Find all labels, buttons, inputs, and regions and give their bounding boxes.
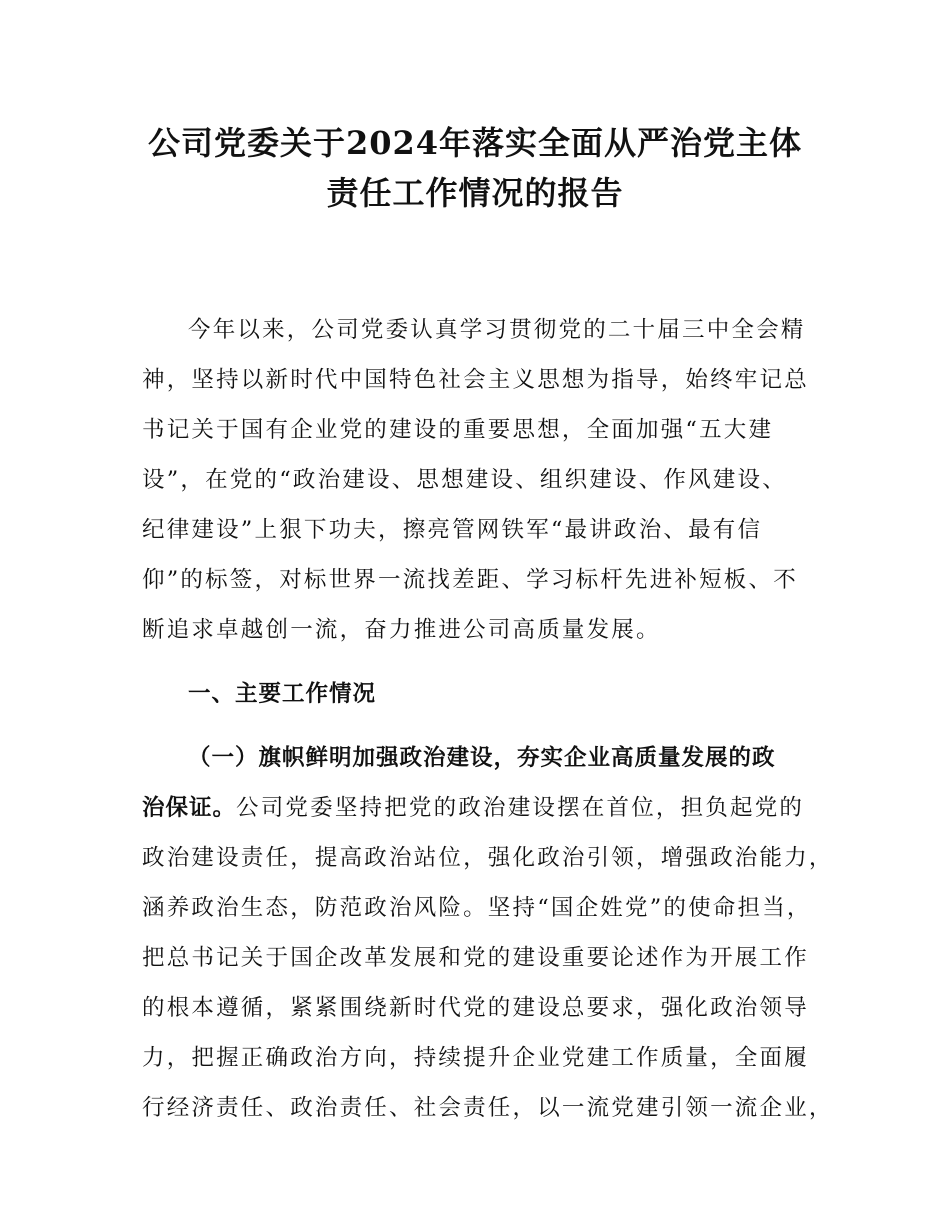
intro-line-3: 书记关于国有企业党的建设的重要思想，全面加强“五大建 [142,417,774,443]
intro-line-1: 今年以来，公司党委认真学习贯彻党的二十届三中全会精 [188,317,806,343]
section-heading-1: 一、主要工作情况 [188,681,377,707]
body-line-1-text: 公司党委坚持把党的政治建设摆在首位，担负起党的 [236,795,805,821]
intro-line-7: 断追求卓越创一流，奋力推进公司高质量发展。 [142,617,661,643]
body-line-4: 把总书记关于国企改革发展和党的建设重要论述作为开展工作 [142,945,809,971]
body-line-2: 政治建设责任，提高政治站位，强化政治引领，增强政治能力， [142,845,834,871]
document-title-line-2: 责任工作情况的报告 [326,174,624,212]
subsection-heading-1-end: 治保证。 [142,795,237,821]
body-line-1 [142,790,804,822]
body-line-3: 涵养政治生态，防范政治风险。坚持“国企姓党”的使命担当， [142,895,812,921]
body-line-7: 行经济责任、政治责任、社会责任，以一流党建引领一流企业， [142,1095,834,1121]
body-line-6: 力，把握正确政治方向，持续提升企业党建工作质量，全面履 [142,1045,809,1071]
intro-line-5: 纪律建设”上狠下功夫，擦亮管网铁军“最讲政治、最有信 [142,517,763,543]
document-title-line-1: 公司党委关于2024年落实全面从严治党主体 [147,124,803,162]
subsection-heading-1: （一）旗帜鲜明加强政治建设，夯实企业高质量发展的政 [188,745,776,771]
intro-line-6: 仰”的标签，对标世界一流找差距、学习标杆先进补短板、不 [142,567,798,593]
intro-line-2: 神，坚持以新时代中国特色社会主义思想为指导，始终牢记总 [142,367,809,393]
body-line-5: 的根本遵循，紧紧围绕新时代党的建设总要求，强化政治领导 [142,995,809,1021]
intro-line-4: 设”，在党的“政治建设、思想建设、组织建设、作风建设、 [142,467,787,493]
